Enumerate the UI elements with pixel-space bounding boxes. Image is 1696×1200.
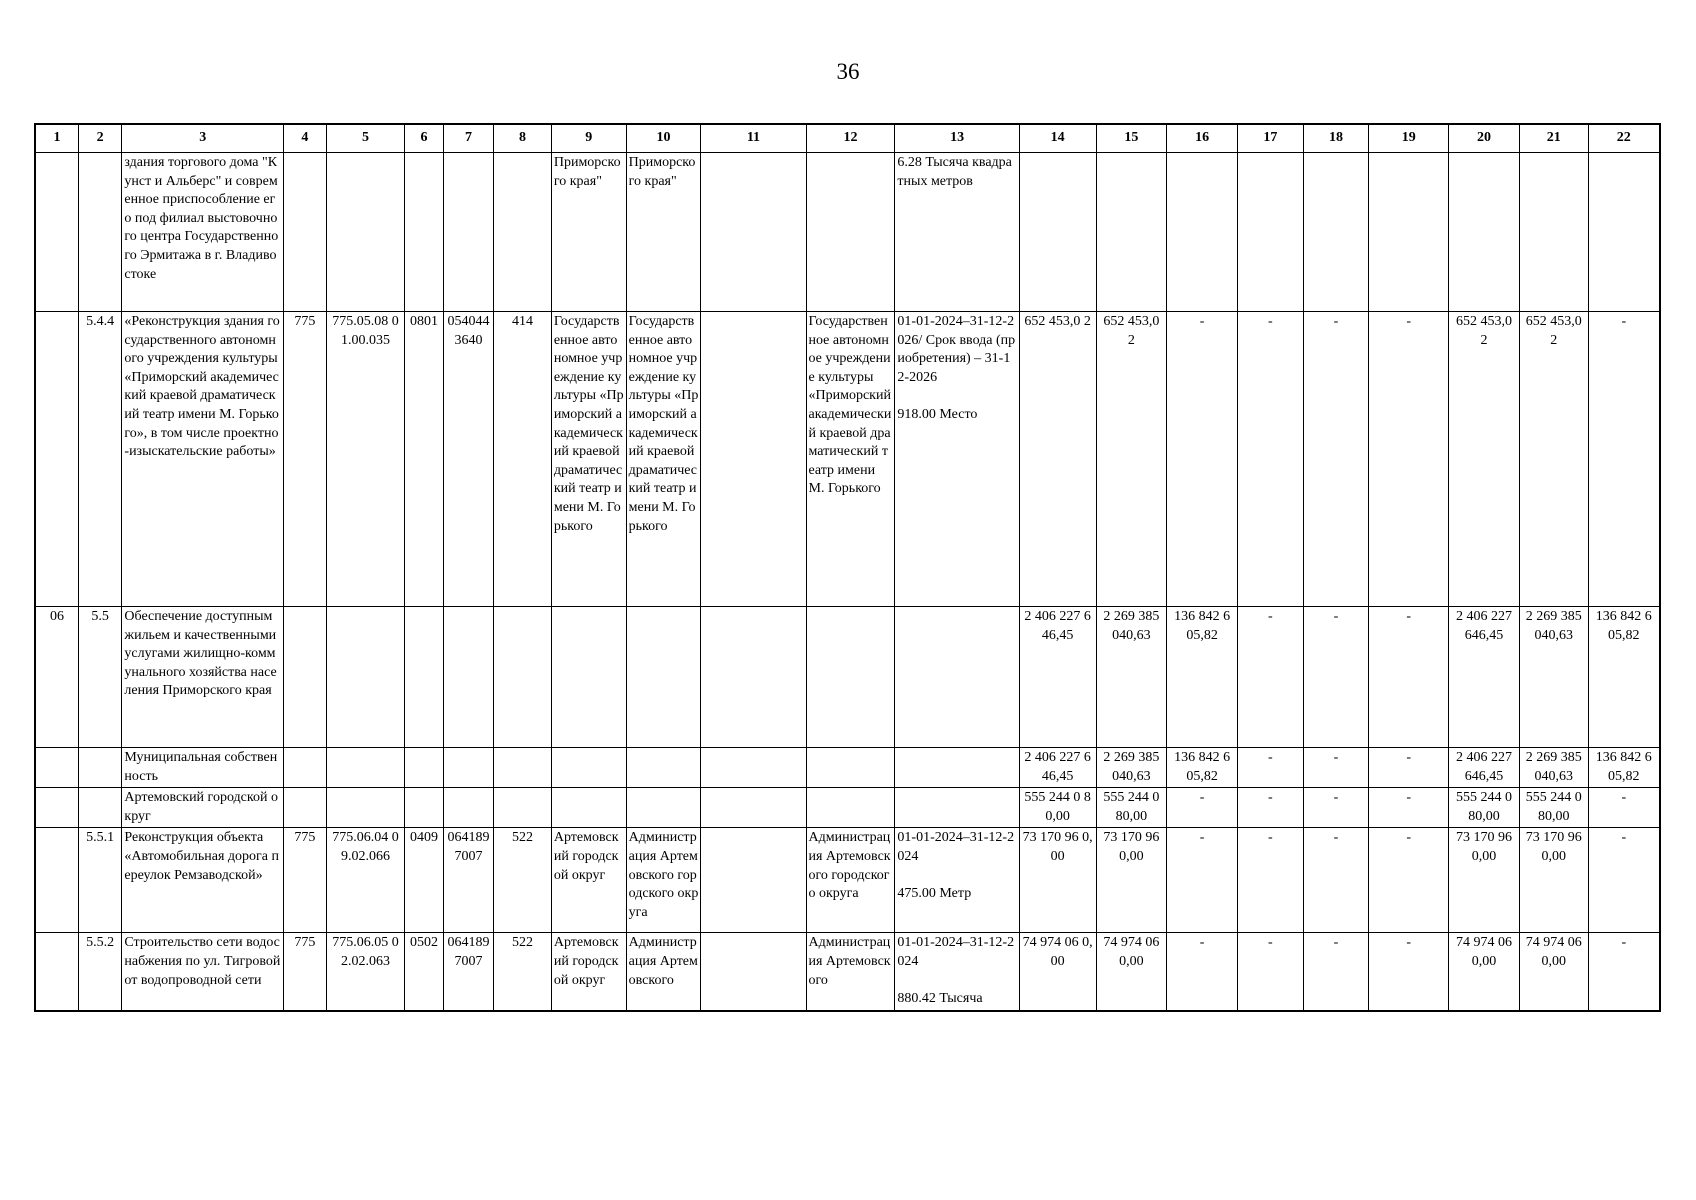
- table-cell-col-2: [78, 153, 121, 312]
- table-cell-col-19: [1369, 153, 1449, 312]
- table-cell-col-11: [701, 312, 806, 607]
- table-cell-col-22: -: [1588, 312, 1660, 607]
- table-cell-col-13: [895, 607, 1019, 748]
- table-cell-col-16: -: [1167, 788, 1238, 828]
- table-row: [35, 153, 1660, 312]
- column-header: 2: [78, 124, 121, 153]
- table-cell-col-7: 054044 3640: [443, 312, 494, 607]
- table-cell-col-22: [1588, 153, 1660, 312]
- column-header: 12: [806, 124, 895, 153]
- table-cell-col-2: [78, 788, 121, 828]
- table-row: [35, 933, 1660, 1011]
- table-cell-col-2: 5.5.1: [78, 828, 121, 933]
- table-cell-col-1: [35, 748, 78, 788]
- table-cell-col-17: -: [1237, 607, 1303, 748]
- table-row: [35, 607, 1660, 748]
- table-cell-col-4: [284, 153, 326, 312]
- table-cell-col-2: 5.5: [78, 607, 121, 748]
- table-cell-col-17: -: [1237, 828, 1303, 933]
- table-cell-col-17: -: [1237, 312, 1303, 607]
- table-cell-col-18: -: [1303, 748, 1369, 788]
- table-cell-col-17: -: [1237, 748, 1303, 788]
- table-cell-col-8: [494, 788, 552, 828]
- column-header: 4: [284, 124, 326, 153]
- table-cell-col-19: -: [1369, 607, 1449, 748]
- table-cell-col-4: [284, 748, 326, 788]
- table-cell-col-20: 2 406 227 646,45: [1449, 748, 1520, 788]
- table-cell-col-13: [895, 788, 1019, 828]
- table-cell-col-5: 775.05.08 01.00.035: [326, 312, 405, 607]
- table-cell-col-22: 136 842 6 05,82: [1588, 607, 1660, 748]
- table-cell-col-5: [326, 607, 405, 748]
- table-cell-col-20: 2 406 227 646,45: [1449, 607, 1520, 748]
- table-cell-col-10: Администрация Артемовского городского округа: [626, 828, 701, 933]
- table-cell-col-5: 775.06.04 09.02.066: [326, 828, 405, 933]
- table-cell-col-18: -: [1303, 933, 1369, 1011]
- table-cell-col-15: 2 269 385 040,63: [1096, 748, 1167, 788]
- table-cell-col-10: Государственное автономное учреждение культуры «Приморский академический краевой драматический театр имени М. Горького: [626, 312, 701, 607]
- table-cell-col-3: Строительство сети водоснабжения по ул. Тигровой от водопроводной сети: [122, 933, 284, 1011]
- table-cell-col-3: «Реконструкция здания государственного автономного учреждения культуры «Приморский академический краевой драматический театр имени М. Горького», в том числе проектно-изыскательские работы»: [122, 312, 284, 607]
- table-cell-col-3: Реконструкция объекта «Автомобильная дорога переулок Ремзаводской»: [122, 828, 284, 933]
- table-cell-col-6: [405, 788, 443, 828]
- table-cell-col-7: [443, 153, 494, 312]
- table-body: [35, 153, 1660, 1011]
- table-cell-col-8: [494, 607, 552, 748]
- table-cell-col-14: 2 406 227 646,45: [1019, 607, 1096, 748]
- table-cell-col-14: 74 974 06 0,00: [1019, 933, 1096, 1011]
- table-cell-col-14: 652 453,0 2: [1019, 312, 1096, 607]
- table-cell-col-14: 2 406 227 646,45: [1019, 748, 1096, 788]
- column-header: 20: [1449, 124, 1520, 153]
- table-cell-col-18: -: [1303, 312, 1369, 607]
- table-cell-col-13: 6.28 Тысяча квадратных метров: [895, 153, 1019, 312]
- table-cell-col-19: -: [1369, 788, 1449, 828]
- table-cell-col-3: Артемовский городской округ: [122, 788, 284, 828]
- column-header: 10: [626, 124, 701, 153]
- table-cell-col-4: 775: [284, 828, 326, 933]
- table-cell-col-12: Администрация Артемовского: [806, 933, 895, 1011]
- column-header: 1: [35, 124, 78, 153]
- table-cell-col-15: 74 974 06 0,00: [1096, 933, 1167, 1011]
- table-cell-col-12: [806, 788, 895, 828]
- table-cell-col-4: 775: [284, 933, 326, 1011]
- table-cell-col-17: -: [1237, 933, 1303, 1011]
- table-cell-col-15: 555 244 0 80,00: [1096, 788, 1167, 828]
- table-cell-col-6: [405, 607, 443, 748]
- table-cell-col-4: [284, 607, 326, 748]
- table-cell-col-2: [78, 748, 121, 788]
- table-cell-col-8: 522: [494, 933, 552, 1011]
- data-table: [34, 123, 1661, 1012]
- table-cell-col-17: -: [1237, 788, 1303, 828]
- table-cell-col-5: [326, 748, 405, 788]
- table-cell-col-15: 652 453,0 2: [1096, 312, 1167, 607]
- table-cell-col-14: 555 244 0 80,00: [1019, 788, 1096, 828]
- table-cell-col-8: [494, 748, 552, 788]
- table-cell-col-9: [551, 607, 626, 748]
- header-row: [35, 124, 1660, 153]
- table-cell-col-9: Приморского края": [551, 153, 626, 312]
- table-cell-col-13: [895, 748, 1019, 788]
- table-cell-col-16: 136 842 6 05,82: [1167, 607, 1238, 748]
- table-cell-col-11: [701, 153, 806, 312]
- table-cell-col-18: -: [1303, 788, 1369, 828]
- table-cell-col-4: [284, 788, 326, 828]
- table-cell-col-20: [1449, 153, 1520, 312]
- table-cell-col-18: -: [1303, 828, 1369, 933]
- table-cell-col-12: [806, 607, 895, 748]
- table-cell-col-1: [35, 153, 78, 312]
- column-header: 14: [1019, 124, 1096, 153]
- table-cell-col-13: 01-01-2024–31-12-2024 880.42 Тысяча: [895, 933, 1019, 1011]
- table-cell-col-1: [35, 828, 78, 933]
- column-header: 17: [1237, 124, 1303, 153]
- table-cell-col-16: -: [1167, 828, 1238, 933]
- table-cell-col-16: 136 842 6 05,82: [1167, 748, 1238, 788]
- column-header: 6: [405, 124, 443, 153]
- table-cell-col-3: здания торгового дома "Кунст и Альберс" и современное приспособление его под филиал выстовочного центра Государственного Эрмитажа в г. Владивостоке: [122, 153, 284, 312]
- table-cell-col-19: -: [1369, 312, 1449, 607]
- table-cell-col-10: Приморского края": [626, 153, 701, 312]
- table-cell-col-16: -: [1167, 312, 1238, 607]
- table-cell-col-11: [701, 828, 806, 933]
- table-cell-col-1: [35, 312, 78, 607]
- table-cell-col-16: [1167, 153, 1238, 312]
- table-cell-col-3: Муниципальная собственность: [122, 748, 284, 788]
- column-header: 7: [443, 124, 494, 153]
- table-cell-col-9: Государственное автономное учреждение культуры «Приморский академический краевой драматический театр имени М. Горького: [551, 312, 626, 607]
- table-row: [35, 748, 1660, 788]
- table-cell-col-11: [701, 933, 806, 1011]
- table-cell-col-22: 136 842 6 05,82: [1588, 748, 1660, 788]
- table-cell-col-7: [443, 788, 494, 828]
- column-header: 3: [122, 124, 284, 153]
- table-cell-col-22: -: [1588, 828, 1660, 933]
- table-cell-col-11: [701, 748, 806, 788]
- table-cell-col-19: -: [1369, 828, 1449, 933]
- table-cell-col-17: [1237, 153, 1303, 312]
- page-number: 36: [836, 59, 860, 84]
- table-cell-col-9: [551, 788, 626, 828]
- table-row: [35, 828, 1660, 933]
- table-cell-col-1: [35, 933, 78, 1011]
- table-cell-col-12: Государственное автономное учреждение культуры «Приморский академический краевой драматический театр имени М. Горького: [806, 312, 895, 607]
- table-row: [35, 788, 1660, 828]
- column-header: 16: [1167, 124, 1238, 153]
- table-cell-col-21: 2 269 385 040,63: [1519, 607, 1588, 748]
- table-cell-col-12: [806, 748, 895, 788]
- table-cell-col-9: [551, 748, 626, 788]
- table-cell-col-22: -: [1588, 788, 1660, 828]
- table-cell-col-18: [1303, 153, 1369, 312]
- table-cell-col-8: 414: [494, 312, 552, 607]
- table-cell-col-12: Администрация Артемовского городского округа: [806, 828, 895, 933]
- table-cell-col-6: [405, 748, 443, 788]
- table-cell-col-14: [1019, 153, 1096, 312]
- table-cell-col-1: 06: [35, 607, 78, 748]
- table-cell-col-19: -: [1369, 933, 1449, 1011]
- table-cell-col-22: -: [1588, 933, 1660, 1011]
- table-cell-col-2: 5.5.2: [78, 933, 121, 1011]
- table-cell-col-12: [806, 153, 895, 312]
- table-cell-col-16: -: [1167, 933, 1238, 1011]
- table-cell-col-21: [1519, 153, 1588, 312]
- table-cell-col-20: 73 170 96 0,00: [1449, 828, 1520, 933]
- table-cell-col-21: 652 453,0 2: [1519, 312, 1588, 607]
- table-cell-col-6: 0801: [405, 312, 443, 607]
- table-cell-col-13: 01-01-2024–31-12-2024 475.00 Метр: [895, 828, 1019, 933]
- table-cell-col-6: 0409: [405, 828, 443, 933]
- column-header: 19: [1369, 124, 1449, 153]
- column-header: 8: [494, 124, 552, 153]
- table-cell-col-20: 652 453,0 2: [1449, 312, 1520, 607]
- table-cell-col-3: Обеспечение доступным жильем и качественными услугами жилищно-коммунального хозяйства населения Приморского края: [122, 607, 284, 748]
- table-cell-col-8: [494, 153, 552, 312]
- column-header: 9: [551, 124, 626, 153]
- table-cell-col-18: -: [1303, 607, 1369, 748]
- table-cell-col-15: [1096, 153, 1167, 312]
- table-cell-col-7: [443, 607, 494, 748]
- table-cell-col-6: [405, 153, 443, 312]
- column-header: 11: [701, 124, 806, 153]
- table-cell-col-6: 0502: [405, 933, 443, 1011]
- table-cell-col-19: -: [1369, 748, 1449, 788]
- table-cell-col-14: 73 170 96 0,00: [1019, 828, 1096, 933]
- column-header: 21: [1519, 124, 1588, 153]
- table-row: [35, 312, 1660, 607]
- table-cell-col-21: 73 170 96 0,00: [1519, 828, 1588, 933]
- table-cell-col-11: [701, 607, 806, 748]
- table-cell-col-13: 01-01-2024–31-12-2026/ Срок ввода (приобретения) – 31-12-2026 918.00 Место: [895, 312, 1019, 607]
- table-cell-col-4: 775: [284, 312, 326, 607]
- table-cell-col-7: 064189 7007: [443, 828, 494, 933]
- table-cell-col-15: 73 170 96 0,00: [1096, 828, 1167, 933]
- table-cell-col-10: [626, 748, 701, 788]
- column-header: 13: [895, 124, 1019, 153]
- table-cell-col-2: 5.4.4: [78, 312, 121, 607]
- table-cell-col-10: [626, 607, 701, 748]
- table-cell-col-11: [701, 788, 806, 828]
- column-header: 22: [1588, 124, 1660, 153]
- table-cell-col-7: 064189 7007: [443, 933, 494, 1011]
- table-cell-col-20: 74 974 06 0,00: [1449, 933, 1520, 1011]
- table-cell-col-5: 775.06.05 02.02.063: [326, 933, 405, 1011]
- column-header: 5: [326, 124, 405, 153]
- table-cell-col-10: Администрация Артемовского: [626, 933, 701, 1011]
- table-cell-col-9: Артемовский городской округ: [551, 933, 626, 1011]
- table-cell-col-10: [626, 788, 701, 828]
- table-cell-col-20: 555 244 0 80,00: [1449, 788, 1520, 828]
- column-header: 15: [1096, 124, 1167, 153]
- table-cell-col-21: 74 974 06 0,00: [1519, 933, 1588, 1011]
- table-cell-col-7: [443, 748, 494, 788]
- table-cell-col-5: [326, 153, 405, 312]
- table-cell-col-9: Артемовский городской округ: [551, 828, 626, 933]
- table-cell-col-21: 2 269 385 040,63: [1519, 748, 1588, 788]
- table-cell-col-21: 555 244 0 80,00: [1519, 788, 1588, 828]
- table-cell-col-8: 522: [494, 828, 552, 933]
- column-header: 18: [1303, 124, 1369, 153]
- table-cell-col-1: [35, 788, 78, 828]
- table-cell-col-15: 2 269 385 040,63: [1096, 607, 1167, 748]
- table-cell-col-5: [326, 788, 405, 828]
